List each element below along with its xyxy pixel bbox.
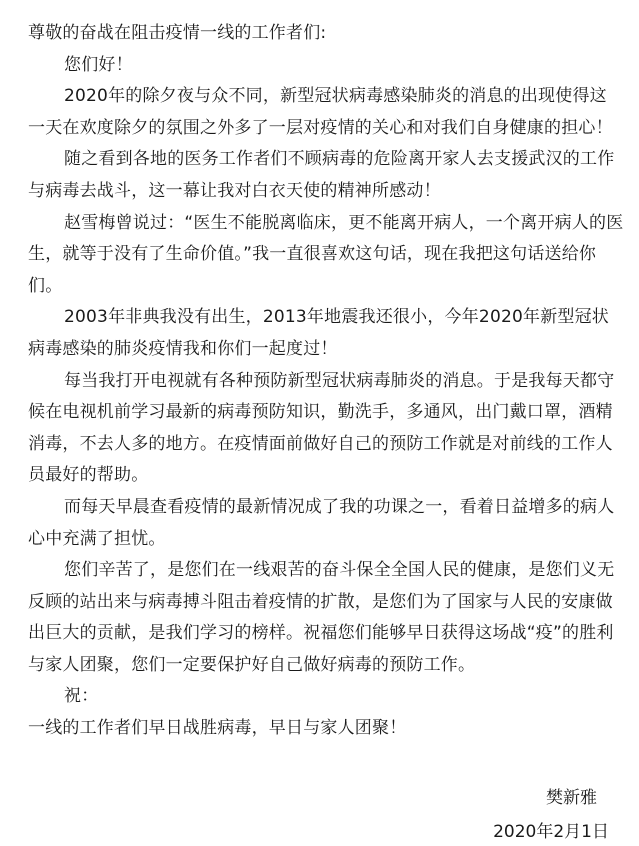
thanks-paragraph: 您们辛苦了，是您们在一线艰苦的奋斗保全全国人民的健康，是您们义无反顾的站出来与病毒搏斗阻击着疫情的扩散，是您们为了国家与人民的安康做出巨大的贡献，是我们学习的榜样。祝福您们能够早日获得这场战“疫”的胜利与家人团聚，您们一定要保护好自己做好病毒的预防工作。 — [28, 560, 615, 675]
daily-check-paragraph: 而每天早晨查看疫情的最新情况成了我的功课之一，看着日益增多的病人心中充满了担忧。 — [28, 496, 615, 549]
prevention-paragraph: 每当我打开电视就有各种预防新型冠状病毒肺炎的消息。于是我每天都守候在电视机前学习最新的病毒预防知识，勤洗手，多通风，出门戴口罩，酒精消毒，不去人多的地方。在疫情面前做好自己的预防工作就是对前线的工作人员最好的帮助。 — [28, 370, 615, 486]
signature-name: 樊新雅 — [546, 788, 597, 808]
signature-date: 2020年2月1日 — [493, 822, 609, 842]
quote-paragraph: 赵雪梅曾说过：“医生不能脱离临床，更不能离开病人，一个离开病人的医生，就等于没有了生命价值。”我一直很喜欢这句话，现在我把这句话送给你们。 — [28, 212, 624, 296]
new-year-eve-paragraph: 2020年的除夕夜与众不同，新型冠状病毒感染肺炎的消息的出现使得这一天在欢度除夕的氛围之外多了一层对疫情的关心和对我们自身健康的担心！ — [28, 86, 613, 138]
wish-opening: 祝： — [64, 686, 99, 707]
signature-block — [493, 784, 609, 846]
medical-workers-paragraph: 随之看到各地的医务工作者们不顾病毒的危险离开家人去支援武汉的工作与病毒去战斗，这一幕让我对白衣天使的精神所感动！ — [28, 149, 615, 201]
letter-salutation: 尊敬的奋战在阻击疫情一线的工作者们: — [28, 23, 327, 43]
letter-body — [28, 18, 624, 745]
history-paragraph: 2003年非典我没有出生，2013年地震我还很小，今年2020年新型冠状病毒感染的肺炎疫情我和你们一起度过！ — [28, 307, 609, 359]
greeting-paragraph: 您们好！ — [64, 54, 133, 75]
closing-wish: 一线的工作者们早日战胜病毒，早日与家人团聚！ — [28, 718, 407, 739]
